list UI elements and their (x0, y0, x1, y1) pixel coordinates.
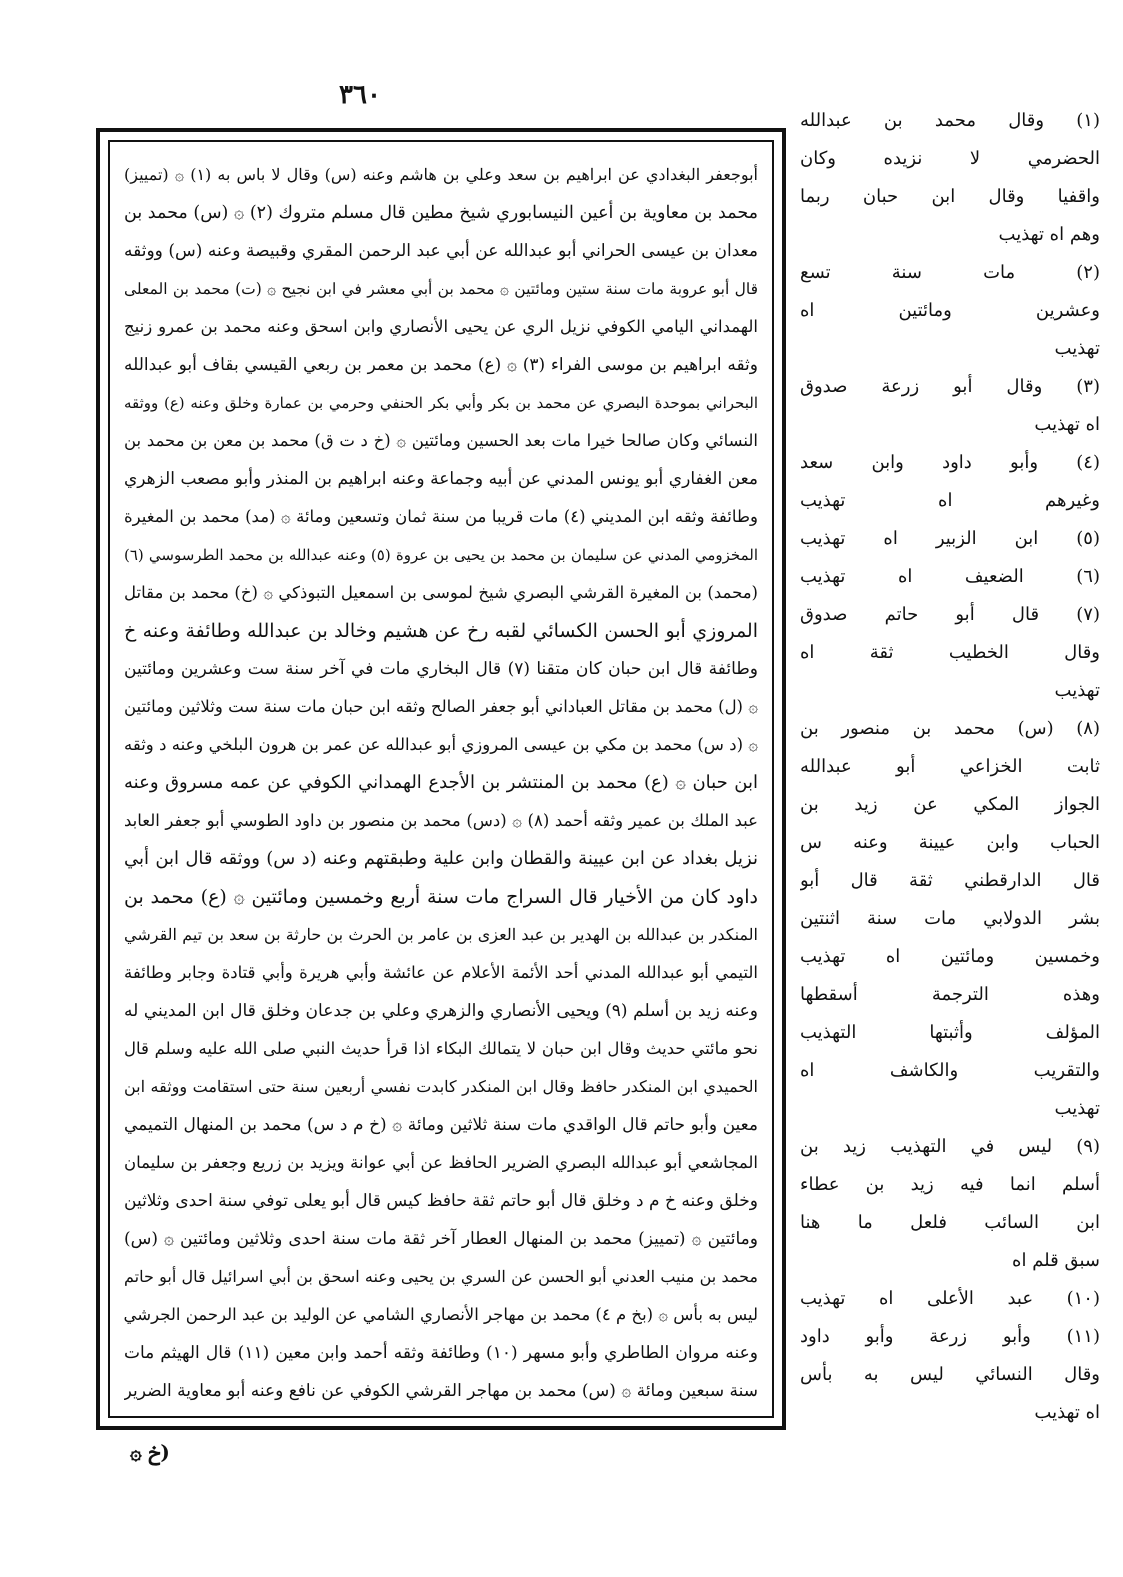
text-line: ۞ (ل) محمد بن مقاتل العباداني أبو جعفر الصالح وثقه ابن حبان مات سنة ست وثلاثين ومائتين (124, 697, 758, 716)
margin-note-line: الجواز المكي عن زيد بن (800, 794, 1100, 815)
margin-note-line: تهذيب (1054, 338, 1100, 359)
text-line: أبوجعفر البغدادي عن ابراهيم بن سعد وعلي بن هاشم وعنه (س) وقال لا باس به (١) ۞ (تمييز) (124, 165, 758, 184)
margin-note-line: ابن السائب فلعل ما هنا (800, 1212, 1100, 1233)
text-line: ليس به بأس ۞ (بخ م ٤) محمد بن مهاجر الأنصاري الشامي عن الوليد بن عبد الرحمن الجرشي (124, 1305, 758, 1324)
margin-note-line: والتقريب والكاشف اه (800, 1060, 1100, 1081)
text-line: المخزومي المدني عن سليمان بن محمد بن يحيى بن عروة (٥) وعنه عبدالله بن محمد الطرسوسي (٦) (124, 546, 758, 564)
text-line: معدان بن عيسى الحراني أبو عبدالله عن أبي عبد الرحمن المقري وقبيصة وعنه (س) ووثقه (124, 241, 758, 261)
margin-note-line: وهم اه تهذيب (998, 224, 1100, 245)
margin-notes (800, 102, 1100, 1432)
text-line: (محمد) بن المغيرة القرشي البصري شيخ لموسى بن اسمعيل التبوذكي ۞ (خ) محمد بن مقاتل (124, 583, 758, 602)
text-line: المنكدر بن عبدالله بن الهدير بن عبد العزى بن عامر بن الحرث بن حارثة بن سعد بن تيم القرشي (124, 925, 758, 944)
text-line: وطائفة وثقه ابن المديني (٤) مات قريبا من سنة ثمان وتسعين ومائة ۞ (مد) محمد بن المغيرة (124, 507, 758, 526)
margin-note-line: أسلم انما فيه زيد بن عطاء (800, 1174, 1100, 1195)
margin-note-line: ثابت الخزاعي أبو عبدالله (800, 756, 1100, 777)
main-text-frame (96, 128, 786, 1430)
text-line: النسائي وكان صالحا خيرا مات بعد الحسين ومائتين ۞ (خ د ت ق) محمد بن معن بن محمد بن (124, 431, 758, 450)
text-line: عبد الملك بن عمير وثقه أحمد (٨) ۞ (دس) محمد بن منصور بن داود الطوسي أبو جعفر العابد (124, 811, 758, 830)
text-line: الحميدي ابن المنكدر حافظ وقال ابن المنكدر كابدت نفسي أربعين سنة حتى استقامت ووثقه ابن (124, 1077, 758, 1096)
margin-note-line: (١٠) عبد الأعلى اه تهذيب (800, 1288, 1100, 1309)
margin-note-line: (١) وقال محمد بن عبدالله (800, 110, 1100, 131)
margin-note-line: (٤) وأبو داود وابن سعد (800, 452, 1100, 473)
text-line: البحراني بموحدة البصري عن محمد بن بكر وأبي بكر الحنفي وحرمي بن عمارة وخلق وعنه (ع) ووثقه (124, 394, 758, 412)
text-line: وطائفة قال ابن حبان كان متقنا (٧) قال البخاري مات في آخر سنة ست وعشرين ومائتين (124, 659, 758, 679)
margin-note-line: وغيرهم اه تهذيب (800, 490, 1100, 511)
margin-note-line: تهذيب (1054, 1098, 1100, 1119)
margin-note-line: بشر الدولابي مات سنة اثنتين (800, 908, 1100, 929)
text-line: وعنه مروان الطاطري وأبو مسهر (١٠) وطائفة وثقه أحمد وابن معين (١١) قال الهيثم مات (124, 1343, 758, 1363)
margin-note-line: المؤلف وأثبتها التهذيب (800, 1022, 1100, 1043)
main-text-block (108, 140, 774, 1418)
margin-note-line: (٦) الضعيف اه تهذيب (800, 566, 1100, 587)
text-line: نحو مائتي حديث وقال ابن حبان لا يتمالك البكاء اذا قرأ حديث النبي صلى الله عليه وسلم قال (124, 1039, 758, 1058)
text-line: محمد بن معاوية بن أعين النيسابوري شيخ مطين قال مسلم متروك (٢) ۞ (س) محمد بن (124, 203, 758, 223)
text-line: وثقه ابراهيم بن موسى الفراء (٣) ۞ (ع) محمد بن معمر بن ربعي القيسي بقاف أبو عبدالله (124, 355, 758, 375)
margin-note-line: سبق قلم اه (1012, 1250, 1100, 1271)
margin-note-line: وقال النسائي ليس به بأس (800, 1364, 1100, 1385)
margin-note-line: الحضرمي لا نزيده وكان (800, 148, 1100, 169)
margin-note-line: (٧) قال أبو حاتم صدوق (800, 604, 1100, 625)
margin-note-line: اه تهذيب (1034, 414, 1100, 435)
text-line: قال أبو عروبة مات سنة ستين ومائتين ۞ محمد بن أبي معشر في ابن نجيح ۞ (ت) محمد بن المعلى (124, 280, 758, 298)
margin-note-line: وخمسين ومائتين اه تهذيب (800, 946, 1100, 967)
margin-note-line: (١١) وأبو زرعة وأبو داود (800, 1326, 1100, 1347)
text-line: محمد بن منيب العدني أبو الحسن عن السري بن يحيى وعنه اسحق بن أبي اسرائيل قال أبو حاتم (124, 1267, 758, 1286)
margin-note-line: (٥) ابن الزبير اه تهذيب (800, 528, 1100, 549)
catchword: (خ ۞ (130, 1440, 170, 1464)
margin-note-line: (٨) (س) محمد بن منصور بن (800, 718, 1100, 739)
margin-note-line: تهذيب (1054, 680, 1100, 701)
text-line: وعنه زيد بن أسلم (٩) ويحيى الأنصاري والزهري وعلي بن جدعان وخلق قال ابن المديني له (124, 1001, 758, 1021)
margin-note-line: (٢) مات سنة تسع (800, 262, 1100, 283)
margin-note-line: (٣) وقال أبو زرعة صدوق (800, 376, 1100, 397)
text-line: معن الغفاري أبو يونس المدني عن أبيه وجماعة وعنه ابراهيم بن المنذر وأبو مصعب الزهري (124, 469, 758, 489)
text-line: المروزي أبو الحسن الكسائي لقبه رخ عن هشيم وخالد بن عبدالله وطائفة وعنه خ (124, 620, 758, 642)
text-line: معين وأبو حاتم قال الواقدي مات سنة ثلاثين ومائة ۞ (خ م د س) محمد بن المنهال التميمي (124, 1115, 758, 1135)
page-number: ٣٦٠ (339, 80, 381, 110)
margin-note-line: واقفيا وقال ابن حبان ربما (800, 186, 1100, 207)
text-line: المجاشعي أبو عبدالله البصري الضرير الحافظ عن أبي عوانة ويزيد بن زريع وجعفر بن سليمان (124, 1153, 758, 1172)
text-line: ابن حبان ۞ (ع) محمد بن المنتشر بن الأجدع الهمداني الكوفي عن عمه مسروق وعنه (124, 772, 758, 793)
margin-note-line: وعشرين ومائتين اه (800, 300, 1100, 321)
text-line: سنة سبعين ومائة ۞ (س) محمد بن مهاجر القرشي الكوفي عن نافع وعنه أبو معاوية الضرير (124, 1381, 758, 1401)
text-line: ومائتين ۞ (تمييز) محمد بن المنهال العطار آخر ثقة مات سنة احدى وثلاثين ومائتين ۞ (س) (124, 1229, 758, 1249)
margin-note-line: (٩) ليس في التهذيب زيد بن (800, 1136, 1100, 1157)
text-line: التيمي أبو عبدالله المدني أحد الأئمة الأعلام عن عائشة وأبي هريرة وأبي قتادة وجابر وطائفة (124, 963, 758, 982)
margin-note-line: قال الدارقطني ثقة قال أبو (800, 870, 1100, 891)
text-line: الهمداني اليامي الكوفي نزيل الري عن يحيى الأنصاري وابن اسحق وعنه محمد بن عمرو زنيج (124, 317, 758, 336)
text-line: داود كان من الأخيار قال السراج مات سنة أربع وخمسين ومائتين ۞ (ع) محمد بن (124, 886, 758, 908)
text-line: نزيل بغداد عن ابن عيينة والقطان وابن علية وطبقتهم وعنه (د س) ووثقه قال ابن أبي (124, 848, 758, 869)
margin-note-line: اه تهذيب (1034, 1402, 1100, 1423)
margin-note-line: وقال الخطيب ثقة اه (800, 642, 1100, 663)
margin-note-line: الحباب وابن عيينة وعنه س (800, 832, 1100, 853)
text-line: ۞ (د س) محمد بن مكي بن عيسى المروزي أبو عبدالله عن عمر بن هرون البلخي وعنه د وثقه (124, 735, 758, 754)
text-line: وخلق وعنه خ م د وخلق قال أبو حاتم ثقة حافظ كيس قال أبو يعلى توفي سنة احدى وثلاثين (124, 1191, 758, 1211)
margin-note-line: وهذه الترجمة أسقطها (800, 984, 1100, 1005)
